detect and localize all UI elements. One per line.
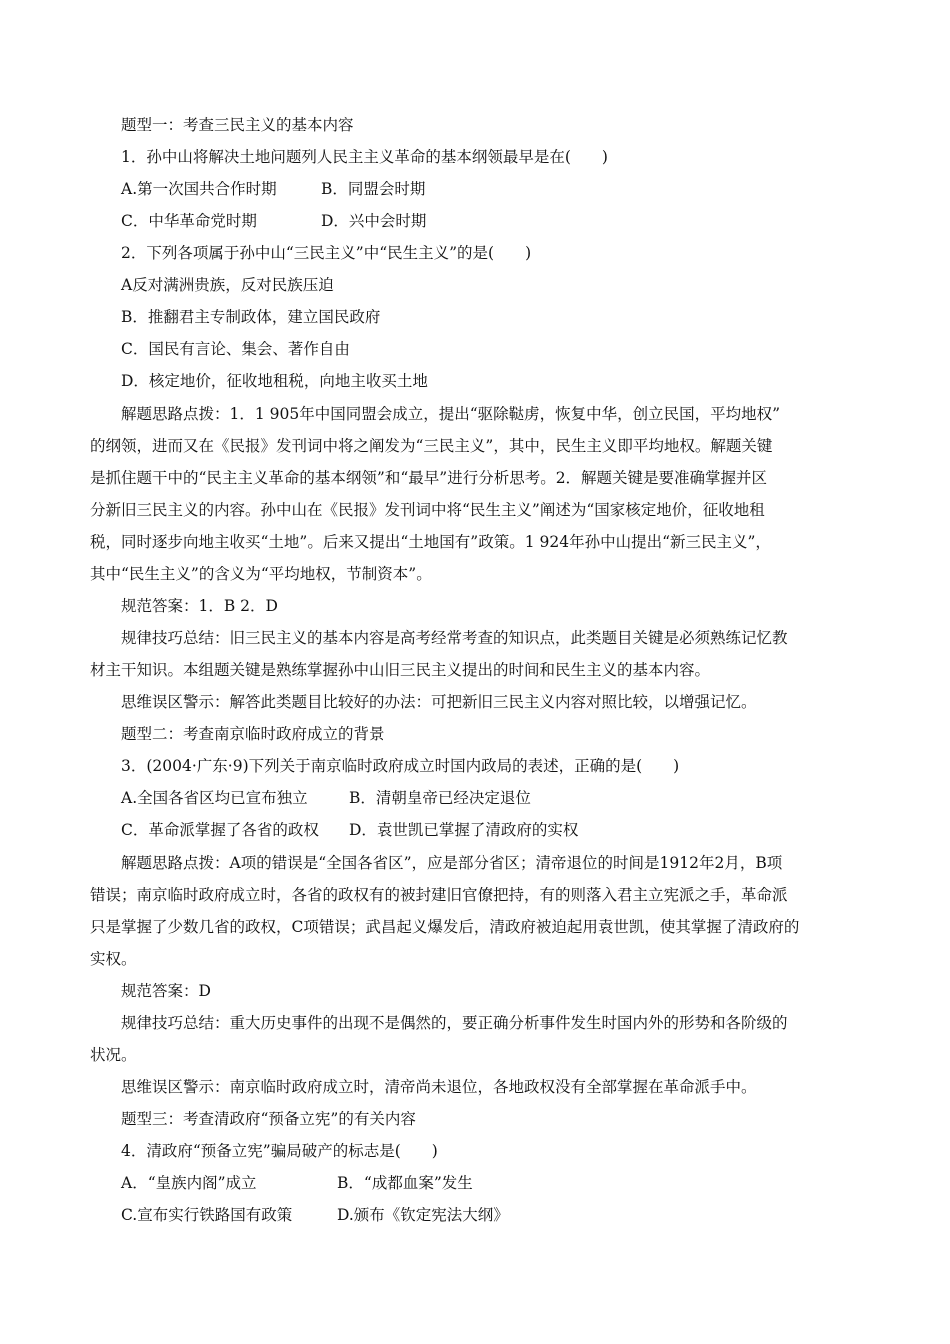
- q4-options-row1: [121, 1173, 473, 1193]
- analysis2-line-3: 只是掌握了少数几省的政权，C项错误；武昌起义爆发后，清政府被迫起用袁世凯，使其掌握了清政府的: [90, 918, 800, 936]
- q4-option-b: B．“成都血案”发生: [337, 1174, 473, 1192]
- q2-option-a: A反对满洲贵族，反对民族压迫: [121, 276, 334, 294]
- summary2-line-1: 规律技巧总结：重大历史事件的出现不是偶然的，要正确分析事件发生时国内外的形势和各阶级的: [121, 1014, 788, 1032]
- q2-option-d: D．核定地价，征收地租税，向地主收买土地: [121, 372, 428, 390]
- q3-stem: 3．(2004·广东·9)下列关于南京临时政府成立时国内政局的表述，正确的是( ): [121, 757, 680, 775]
- q1-options-row2: [121, 211, 426, 231]
- analysis1-line-3: 是抓住题干中的“民主主义革命的基本纲领”和“最早”进行分析思考。2．解题关键是要准确掌握并区: [90, 469, 768, 487]
- warning1: 思维误区警示：解答此类题目比较好的办法：可把新旧三民主义内容对照比较，以增强记忆。: [121, 693, 757, 711]
- analysis1-line-1: 解题思路点拨：1．1 905年中国同盟会成立，提出“驱除鞑虏，恢复中华，创立民国，平均地权”: [121, 405, 781, 423]
- q1-option-d: D．兴中会时期: [321, 212, 427, 230]
- q3-option-a: A.全国各省区均已宣布独立: [121, 789, 308, 807]
- q3-option-b: B．清朝皇帝已经决定退位: [349, 789, 531, 807]
- q1-option-b: B．同盟会时期: [321, 180, 426, 198]
- q3-option-c: C．革命派掌握了各省的政权: [121, 821, 319, 839]
- q4-option-c: C.宣布实行铁路国有政策: [121, 1206, 293, 1224]
- analysis1-line-4: 分新旧三民主义的内容。孙中山在《民报》发刊词中将“民生主义”阐述为“国家核定地价，征收地租: [90, 501, 765, 519]
- q1-options-row1: [121, 179, 425, 199]
- summary2-line-2: 状况。: [90, 1046, 137, 1064]
- type3-heading: 题型三：考查清政府“预备立宪”的有关内容: [121, 1110, 416, 1128]
- q2-option-b: B．推翻君主专制政体，建立国民政府: [121, 308, 381, 326]
- q2-option-c: C．国民有言论、集会、著作自由: [121, 340, 350, 358]
- q1-option-a: A.第一次国共合作时期: [121, 180, 277, 198]
- q4-option-d: D.颁布《钦定宪法大纲》: [337, 1206, 509, 1224]
- summary1-line-2: 材主干知识。本组题关键是熟练掌握孙中山旧三民主义提出的时间和民生主义的基本内容。: [90, 661, 711, 679]
- type2-heading: 题型二：考查南京临时政府成立的背景: [121, 725, 385, 743]
- q2-stem: 2．下列各项属于孙中山“三民主义”中“民生主义”的是( ): [121, 244, 532, 262]
- q1-option-c: C．中华革命党时期: [121, 212, 257, 230]
- answer2: 规范答案：D: [121, 982, 211, 1000]
- q3-options-row1: [121, 788, 531, 808]
- q1-stem: 1．孙中山将解决土地问题列人民主主义革命的基本纲领最早是在( ): [121, 148, 608, 166]
- analysis2-line-4: 实权。: [90, 950, 137, 968]
- analysis2-line-1: 解题思路点拨：A项的错误是“全国各省区”，应是部分省区；清帝退位的时间是1912年2月，B项: [121, 854, 783, 872]
- warning2: 思维误区警示：南京临时政府成立时，清帝尚未退位，各地政权没有全部掌握在革命派手中。: [121, 1078, 757, 1096]
- summary1-line-1: 规律技巧总结：旧三民主义的基本内容是高考经常考查的知识点，此类题目关键是必须熟练记忆教: [121, 629, 788, 647]
- analysis1-line-5: 税，同时逐步向地主收买“土地”。后来又提出“土地国有”政策。1 924年孙中山提出“新三民主义”，: [90, 533, 771, 551]
- analysis2-line-2: 错误；南京临时政府成立时，各省的政权有的被封建旧官僚把持，有的则落入君主立宪派之手，革命派: [90, 886, 788, 904]
- answer1: 规范答案：1．B 2．D: [121, 597, 278, 615]
- type1-heading: 题型一：考查三民主义的基本内容: [121, 116, 354, 134]
- q3-options-row2: [121, 820, 578, 840]
- analysis1-line-6: 其中“民生主义”的含义为“平均地权，节制资本”。: [90, 565, 432, 583]
- q3-option-d: D．袁世凯已掌握了清政府的实权: [349, 821, 579, 839]
- q4-options-row2: [121, 1205, 509, 1225]
- analysis1-line-2: 的纲领，进而又在《民报》发刊词中将之阐发为“三民主义”，其中，民生主义即平均地权。解题关键: [90, 437, 773, 455]
- q4-option-a: A．“皇族内阁”成立: [121, 1174, 257, 1192]
- q4-stem: 4．清政府“预备立宪”骗局破产的标志是( ): [121, 1142, 438, 1160]
